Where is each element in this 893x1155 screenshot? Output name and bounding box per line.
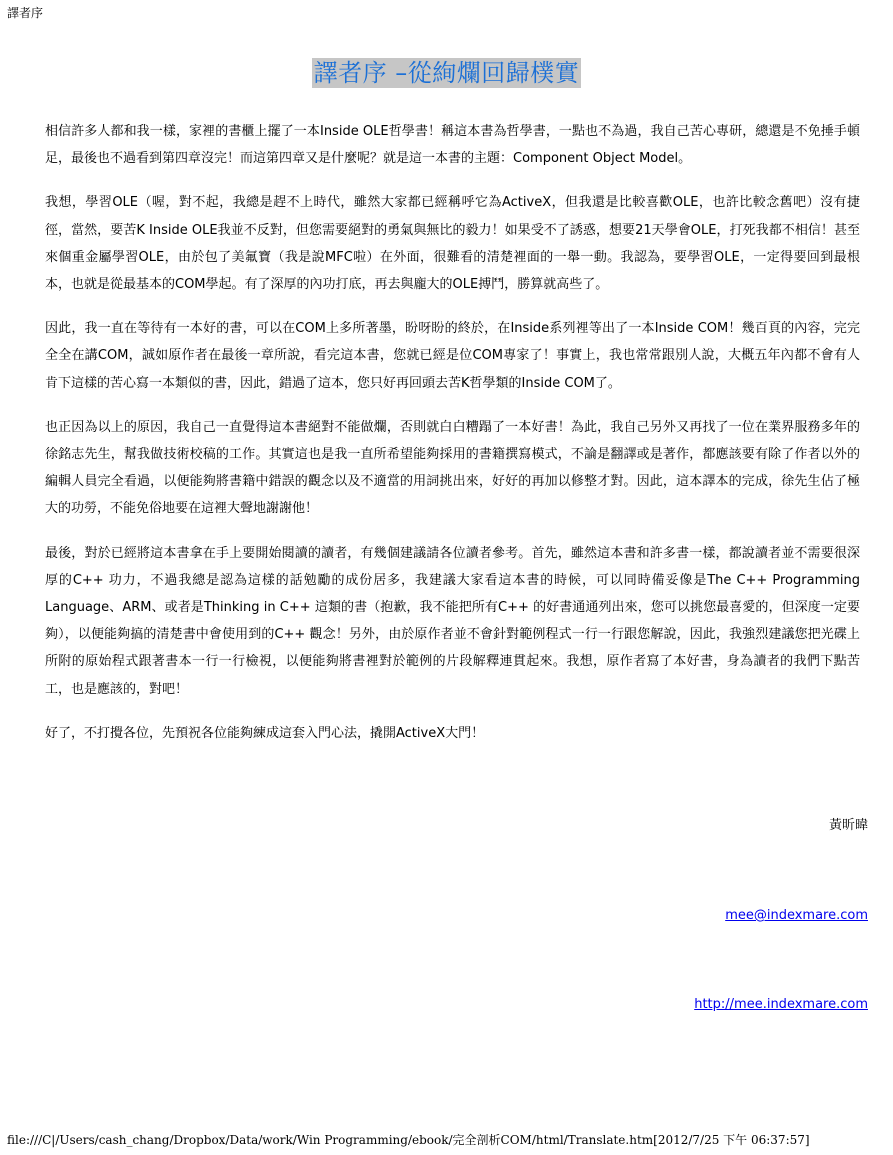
paragraph-6: 好了，不打攪各位，先預祝各位能夠練成這套入門心法，撬開ActiveX大門！ <box>45 725 485 741</box>
paragraph-3: 因此，我一直在等待有一本好的書，可以在COM上多所著墨，盼呀盼的終於，在Inside系列裡等出了一本Inside COM！幾百頁的內容，完完全全在講COM，誠如原作者在最後一章所說，看完這本書，您就已經是位COM專家了！事實上，我也常常跟別人說，大概五年內都不會有人肯下這樣的苦心寫一本類似的書，因此，錯過了這本，您只好再回頭去苦K哲學類的Inside COM了。 <box>45 321 860 391</box>
page-header: 譯者序 <box>7 6 44 20</box>
email-link[interactable]: mee@indexmare.com <box>725 908 868 923</box>
title-container <box>0 58 893 88</box>
website-link[interactable]: http://mee.indexmare.com <box>694 997 868 1012</box>
paragraph-1: 相信許多人都和我一樣，家裡的書櫃上擺了一本Inside OLE哲學書！稱這本書為哲學書，一點也不為過，我自己苦心專研，總還是不免捶手頓足，最後也不過看到第四章沒完！而這第四章又是什麼呢？就是這一本書的主題：Component Object Model。 <box>45 124 860 167</box>
translator-signature: 黃昕暐 <box>828 818 868 833</box>
paragraph-4: 也正因為以上的原因，我自己一直覺得這本書絕對不能做爛，否則就白白糟蹋了一本好書！為此，我自己另外又再找了一位在業界服務多年的徐銘志先生，幫我做技術校稿的工作。其實這也是我一直所希望能夠採用的書籍撰寫模式，不論是翻譯或是著作，都應該要有除了作者以外的編輯人員完全看過，以便能夠將書籍中錯誤的觀念以及不適當的用詞挑出來，好好的再加以修整才對。因此，這本譯本的完成，徐先生佔了極大的功勞，不能免俗地要在這裡大聲地謝謝他！ <box>45 419 860 517</box>
paragraph-5: 最後，對於已經將這本書拿在手上要開始閱讀的讀者，有幾個建議請各位讀者參考。首先，雖然這本書和許多書一樣，都說讀者並不需要很深厚的C++ 功力，不過我總是認為這樣的話勉勵的成份居多，我建議大家看這本書的時候，可以同時備妥像是The C++ Programming Language、ARM、或者是Thinking in C++ 這類的書（抱歉，我不能把所有C++ 的好書通通列出來，您可以挑您最喜愛的，但深度一定要夠），以便能夠搞的清楚書中會使用到的C++ 觀念！另外，由於原作者並不會針對範例程式一行一行跟您解說，因此，我強烈建議您把光碟上所附的原始程式跟著書本一行一行檢視，以便能夠將書裡對於範例的片段解釋連貫起來。我想，原作者寫了本好書，身為讀者的我們下點苦工，也是應該的，對吧！ <box>45 545 860 697</box>
page-title: 譯者序 –從絢爛回歸樸實 <box>313 59 580 87</box>
body-content <box>45 118 860 764</box>
paragraph-2: 我想，學習OLE（喔，對不起，我總是趕不上時代，雖然大家都已經稱呼它為ActiveX，但我還是比較喜歡OLE，也許比較念舊吧）沒有捷徑，當然，要苦K Inside OLE我並不反對，但您需要絕對的勇氣與無比的毅力！如果受不了誘惑，想要21天學會OLE，打死我都不相信！甚至來個重金屬學習OLE，由於包了美氟寶（我是說MFC啦）在外面，很難看的清楚裡面的一舉一動。我認為，要學習OLE，一定得要回到最根本，也就是從最基本的COM學起。有了深厚的內功打底，再去與龐大的OLE搏鬥，勝算就高些了。 <box>45 195 860 293</box>
page-footer: file:///C|/Users/cash_chang/Dropbox/Data/work/Win Programming/ebook/完全剖析COM/html/Translate.htm[2012/7/25 下午 06:37:57] <box>7 1133 810 1147</box>
